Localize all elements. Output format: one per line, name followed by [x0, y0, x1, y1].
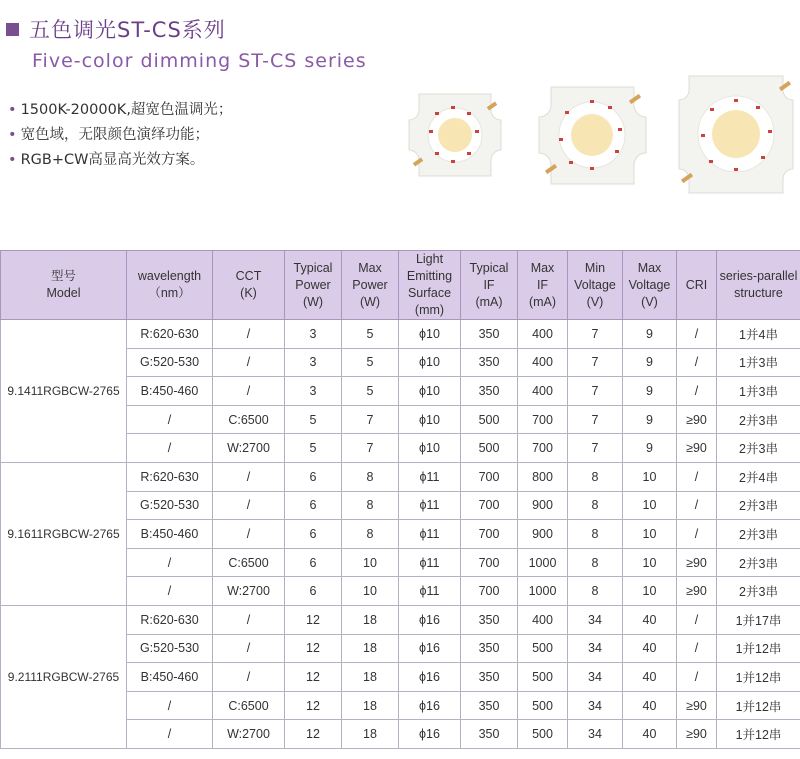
table-cell: /: [677, 348, 717, 377]
table-cell: 18: [342, 720, 399, 749]
table-cell: 700: [518, 434, 568, 463]
table-cell: 400: [518, 377, 568, 406]
table-cell: 9: [623, 434, 677, 463]
table-cell: 1并12串: [717, 663, 800, 692]
table-cell: 9: [623, 377, 677, 406]
model-cell: 9.1611RGBCW-2765: [1, 462, 127, 605]
table-cell: ≥90: [677, 548, 717, 577]
table-cell: 10: [342, 548, 399, 577]
table-cell: 18: [342, 663, 399, 692]
cob-led-small-image: [405, 90, 505, 180]
table-cell: 10: [623, 491, 677, 520]
table-cell: ϕ16: [399, 663, 461, 692]
table-cell: 350: [461, 377, 518, 406]
table-cell: ϕ10: [399, 348, 461, 377]
table-cell: 350: [461, 348, 518, 377]
table-cell: 500: [461, 405, 518, 434]
table-cell: 9: [623, 405, 677, 434]
table-cell: W:2700: [213, 434, 285, 463]
table-cell: 5: [342, 320, 399, 349]
table-cell: 10: [623, 548, 677, 577]
table-cell: /: [127, 691, 213, 720]
table-cell: 12: [285, 720, 342, 749]
column-header: CCT (K): [213, 251, 285, 320]
table-cell: /: [677, 320, 717, 349]
table-cell: ≥90: [677, 691, 717, 720]
table-cell: 10: [623, 462, 677, 491]
feature-item: • 1500K-20000K,超宽色温调光；: [8, 102, 233, 118]
table-cell: ϕ11: [399, 520, 461, 549]
model-cell: 9.1411RGBCW-2765: [1, 320, 127, 463]
column-header: series-parallel structure: [717, 251, 800, 320]
column-header: 型号 Model: [1, 251, 127, 320]
table-cell: R:620-630: [127, 320, 213, 349]
table-cell: 8: [568, 491, 623, 520]
table-cell: 700: [461, 548, 518, 577]
table-cell: 1000: [518, 577, 568, 606]
table-cell: 350: [461, 320, 518, 349]
table-cell: /: [213, 663, 285, 692]
table-cell: 34: [568, 720, 623, 749]
table-cell: /: [127, 577, 213, 606]
table-cell: 2并3串: [717, 520, 800, 549]
table-header-row: [1, 251, 800, 320]
table-cell: 900: [518, 491, 568, 520]
title-square-icon: [6, 23, 19, 36]
table-cell: 34: [568, 691, 623, 720]
model-cell: 9.2111RGBCW-2765: [1, 605, 127, 748]
table-cell: 8: [568, 520, 623, 549]
table-cell: 34: [568, 605, 623, 634]
table-cell: 7: [568, 377, 623, 406]
table-cell: 5: [285, 434, 342, 463]
table-cell: 900: [518, 520, 568, 549]
table-cell: C:6500: [213, 405, 285, 434]
table-cell: 3: [285, 320, 342, 349]
table-cell: ϕ10: [399, 320, 461, 349]
table-cell: 18: [342, 634, 399, 663]
table-cell: /: [677, 663, 717, 692]
table-cell: 5: [342, 348, 399, 377]
table-cell: /: [127, 405, 213, 434]
table-cell: 2并3串: [717, 405, 800, 434]
table-cell: 10: [623, 577, 677, 606]
table-cell: 1并3串: [717, 348, 800, 377]
table-cell: 3: [285, 377, 342, 406]
table-cell: /: [127, 548, 213, 577]
table-cell: 700: [461, 520, 518, 549]
table-cell: 350: [461, 634, 518, 663]
table-cell: 400: [518, 320, 568, 349]
table-cell: G:520-530: [127, 348, 213, 377]
table-cell: 12: [285, 605, 342, 634]
table-cell: 1并17串: [717, 605, 800, 634]
table-cell: 500: [461, 434, 518, 463]
table-cell: /: [213, 348, 285, 377]
table-cell: ≥90: [677, 720, 717, 749]
table-cell: /: [677, 377, 717, 406]
table-cell: 7: [568, 320, 623, 349]
table-cell: 350: [461, 691, 518, 720]
table-cell: /: [213, 377, 285, 406]
table-cell: /: [677, 520, 717, 549]
table-cell: 7: [568, 348, 623, 377]
table-cell: C:6500: [213, 691, 285, 720]
table-cell: /: [127, 720, 213, 749]
table-cell: 8: [342, 520, 399, 549]
feature-item: • RGB+CW高显高光效方案。: [8, 152, 205, 168]
table-cell: /: [213, 520, 285, 549]
table-cell: 500: [518, 663, 568, 692]
table-cell: 500: [518, 634, 568, 663]
table-cell: /: [213, 462, 285, 491]
table-cell: /: [677, 491, 717, 520]
cob-led-large-image: [675, 72, 797, 197]
column-header: Typical IF (mA): [461, 251, 518, 320]
table-cell: B:450-460: [127, 520, 213, 549]
title-row: [6, 14, 226, 44]
table-cell: 400: [518, 605, 568, 634]
column-header: Typical Power (W): [285, 251, 342, 320]
table-cell: ϕ10: [399, 405, 461, 434]
table-cell: 2并3串: [717, 491, 800, 520]
table-cell: 40: [623, 605, 677, 634]
table-cell: 34: [568, 663, 623, 692]
table-cell: 7: [568, 434, 623, 463]
table-cell: 40: [623, 691, 677, 720]
table-cell: 7: [342, 434, 399, 463]
column-header: CRI: [677, 251, 717, 320]
table-cell: 40: [623, 720, 677, 749]
table-cell: 2并4串: [717, 462, 800, 491]
table-cell: ϕ16: [399, 691, 461, 720]
table-cell: ≥90: [677, 434, 717, 463]
table-cell: /: [127, 434, 213, 463]
table-cell: 40: [623, 634, 677, 663]
table-cell: ϕ10: [399, 434, 461, 463]
column-header: Max Voltage (V): [623, 251, 677, 320]
column-header: Max IF (mA): [518, 251, 568, 320]
table-cell: 10: [342, 577, 399, 606]
feature-item: • 宽色域，无限颜色演绎功能；: [8, 127, 210, 143]
table-cell: ≥90: [677, 577, 717, 606]
table-cell: 12: [285, 663, 342, 692]
table-cell: 1000: [518, 548, 568, 577]
table-cell: ϕ16: [399, 720, 461, 749]
table-cell: ≥90: [677, 405, 717, 434]
table-cell: ϕ11: [399, 577, 461, 606]
table-cell: 2并3串: [717, 548, 800, 577]
table-cell: C:6500: [213, 548, 285, 577]
table-cell: 9: [623, 348, 677, 377]
table-cell: /: [677, 634, 717, 663]
table-cell: 350: [461, 663, 518, 692]
table-cell: 700: [461, 491, 518, 520]
table-cell: W:2700: [213, 577, 285, 606]
table-cell: 700: [461, 462, 518, 491]
table-cell: /: [677, 462, 717, 491]
table-cell: ϕ10: [399, 377, 461, 406]
feature-list: [8, 98, 232, 173]
table-cell: G:520-530: [127, 634, 213, 663]
table-cell: /: [213, 320, 285, 349]
table-cell: /: [213, 634, 285, 663]
table-cell: 6: [285, 577, 342, 606]
table-cell: 8: [342, 462, 399, 491]
table-row: [1, 462, 800, 491]
table-cell: R:620-630: [127, 462, 213, 491]
table-cell: 12: [285, 691, 342, 720]
table-cell: 9: [623, 320, 677, 349]
table-cell: 8: [568, 548, 623, 577]
table-cell: 6: [285, 548, 342, 577]
page-title: 五色调光ST-CS系列: [29, 18, 226, 42]
table-cell: 1并12串: [717, 634, 800, 663]
column-header: Max Power (W): [342, 251, 399, 320]
table-cell: /: [213, 491, 285, 520]
table-cell: 700: [461, 577, 518, 606]
table-cell: W:2700: [213, 720, 285, 749]
table-cell: B:450-460: [127, 663, 213, 692]
table-cell: R:620-630: [127, 605, 213, 634]
table-cell: 2并3串: [717, 577, 800, 606]
table-cell: 12: [285, 634, 342, 663]
table-cell: 6: [285, 520, 342, 549]
spec-table: [0, 250, 800, 749]
table-cell: ϕ11: [399, 462, 461, 491]
table-cell: 5: [285, 405, 342, 434]
table-cell: 3: [285, 348, 342, 377]
table-cell: 34: [568, 634, 623, 663]
table-cell: 7: [568, 405, 623, 434]
table-cell: /: [213, 605, 285, 634]
table-cell: 8: [342, 491, 399, 520]
table-cell: 1并4串: [717, 320, 800, 349]
table-cell: /: [677, 605, 717, 634]
table-cell: 8: [568, 577, 623, 606]
table-cell: 350: [461, 605, 518, 634]
table-row: [1, 605, 800, 634]
table-cell: ϕ11: [399, 548, 461, 577]
table-cell: ϕ16: [399, 605, 461, 634]
table-cell: 5: [342, 377, 399, 406]
table-cell: 10: [623, 520, 677, 549]
column-header: wavelength （nm）: [127, 251, 213, 320]
table-cell: 6: [285, 462, 342, 491]
table-cell: 500: [518, 720, 568, 749]
column-header: Min Voltage (V): [568, 251, 623, 320]
table-cell: ϕ11: [399, 491, 461, 520]
table-cell: 18: [342, 605, 399, 634]
table-body: [1, 320, 800, 749]
table-cell: ϕ16: [399, 634, 461, 663]
table-cell: 7: [342, 405, 399, 434]
cob-led-medium-image: [535, 83, 650, 188]
table-cell: 40: [623, 663, 677, 692]
table-row: [1, 320, 800, 349]
column-header: Light Emitting Surface (mm): [399, 251, 461, 320]
table-cell: 1并3串: [717, 377, 800, 406]
table-cell: 700: [518, 405, 568, 434]
table-cell: B:450-460: [127, 377, 213, 406]
page-subtitle: Five-color dimming ST-CS series: [32, 50, 367, 72]
table-cell: 1并12串: [717, 691, 800, 720]
table-cell: 400: [518, 348, 568, 377]
table-cell: 8: [568, 462, 623, 491]
table-cell: 350: [461, 720, 518, 749]
table-cell: 18: [342, 691, 399, 720]
table-cell: 1并12串: [717, 720, 800, 749]
table-cell: 800: [518, 462, 568, 491]
table-cell: 2并3串: [717, 434, 800, 463]
table-cell: G:520-530: [127, 491, 213, 520]
table-cell: 6: [285, 491, 342, 520]
table-cell: 500: [518, 691, 568, 720]
